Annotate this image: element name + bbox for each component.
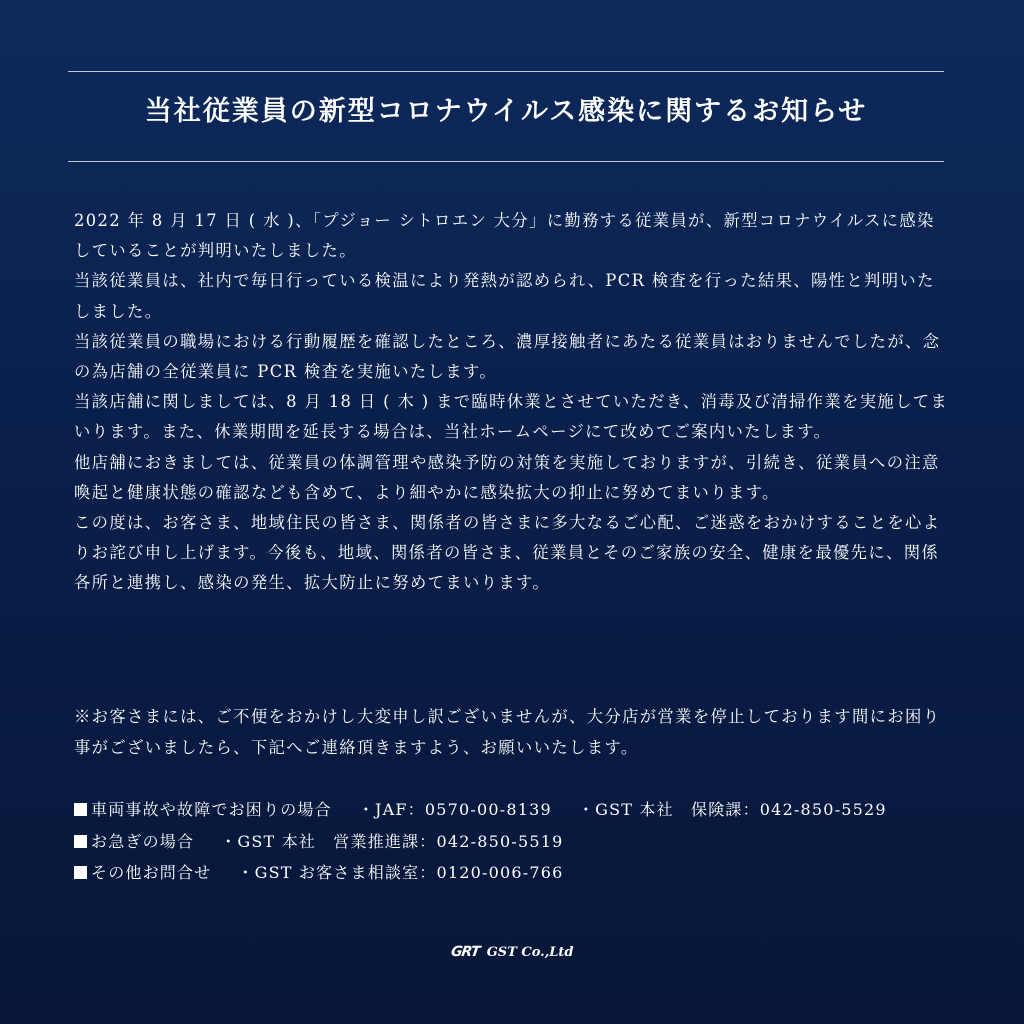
square-bullet-icon — [74, 866, 87, 879]
contact-list — [74, 794, 950, 889]
contact-row-other — [74, 857, 950, 889]
paragraph: 当該従業員の職場における行動履歴を確認したところ、濃厚接触者にあたる従業員はおりませんでしたが、念の為店舗の全従業員に PCR 検査を実施いたします。 — [74, 331, 941, 382]
paragraph: 当該従業員は、社内で毎日行っている検温により発熱が認められ、PCR 検査を行った結果、陽性と判明いたしました。 — [74, 271, 935, 321]
footer — [0, 944, 1024, 960]
company-name: GST Co.,Ltd — [486, 945, 574, 960]
title-divider — [68, 161, 944, 162]
contact-label: 車両事故や故障でお困りの場合 — [91, 800, 332, 819]
paragraph: 2022 年 8 月 17 日 ( 水 )、「プジョー シトロエン 大分」に勤務する従業員が、新型コロナウイルスに感染していることが判明いたしました。 — [74, 211, 935, 261]
square-bullet-icon — [74, 803, 87, 816]
contact-item: ・GST お客さま相談室：0120-006-766 — [237, 863, 564, 882]
contact-row-accident — [74, 794, 950, 826]
page-title: 当社従業員の新型コロナウイルス感染に関するお知らせ — [144, 96, 868, 127]
top-divider — [68, 71, 944, 72]
contact-item: ・GST 本社 保険課：042-850-5529 — [577, 800, 887, 819]
note-text: ※お客さまには、ご不便をおかけし大変申し訳ございませんが、大分店が営業を停止しております間にお困り事がございましたら、下記へご連絡頂きますよう、お願いいたします。 — [74, 707, 941, 757]
paragraph: 他店舗におきましては、従業員の体調管理や感染予防の対策を実施しておりますが、引続き、従業員への注意喚起と健康状態の確認なども含めて、より細やかに感染拡大の抑止に努めてまいります。 — [74, 452, 940, 502]
contact-row-urgent — [74, 826, 950, 858]
notice-body — [74, 206, 950, 599]
paragraph: この度は、お客さま、地域住民の皆さま、関係者の皆さまに多大なるご心配、ご迷惑をおかけすることを心よりお詫び申し上げます。今後も、地域、関係者の皆さま、従業員とそのご家族の安全、健康を最優先に、関係各所と連携し、感染の発生、拡大防止に努めてまいります。 — [74, 513, 941, 593]
contact-item: ・GST 本社 営業推進課：042-850-5519 — [220, 831, 564, 851]
customer-note — [74, 701, 950, 763]
paragraph: 当該店舗に関しましては、8 月 18 日 ( 木 ) まで臨時休業とさせていただき、消毒及び清掃作業を実施してまいります。また、休業期間を延長する場合は、当社ホームページにて改めてご案内いたします。 — [74, 392, 949, 442]
contact-label: お急ぎの場合 — [91, 831, 195, 851]
contact-item: ・JAF：0570-00-8139 — [357, 800, 552, 819]
square-bullet-icon — [74, 835, 87, 848]
grt-logo-icon: GRT — [449, 944, 480, 960]
contact-label: その他お問合せ — [91, 863, 212, 882]
